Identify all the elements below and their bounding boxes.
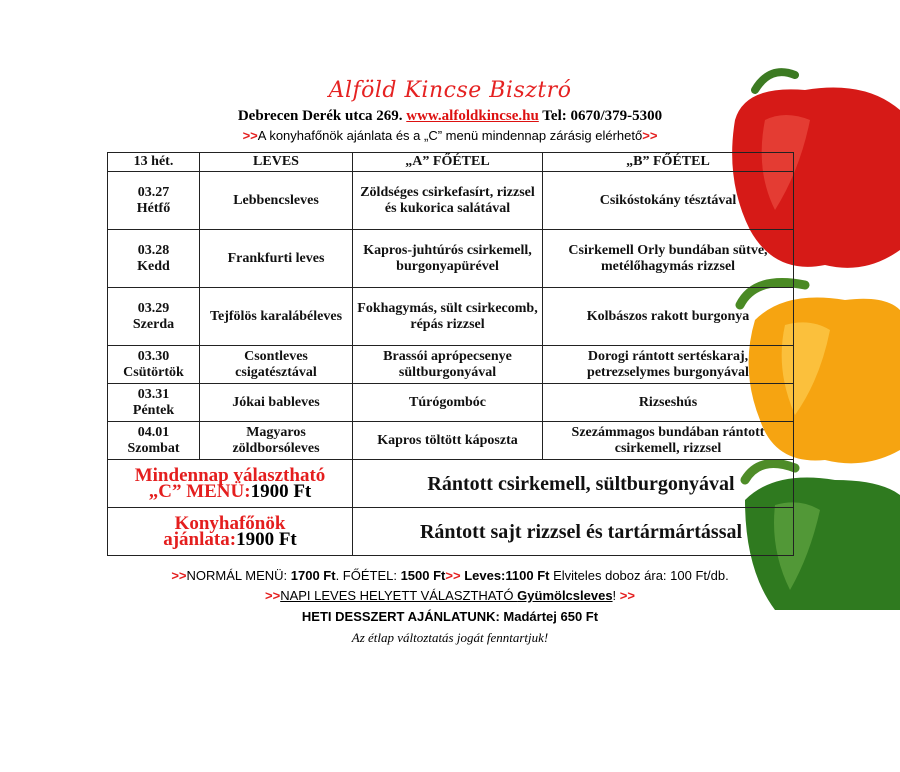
table-row [108,288,794,346]
a-main-cell: Kapros töltött káposzta [353,422,543,460]
restaurant-title: Alföld Kincse Bisztró [328,78,572,103]
weekday: Péntek [132,402,175,418]
contact-line [0,108,900,125]
day-cell [108,346,200,384]
a-main-cell: Brassói aprópecsenye sültburgonyával [353,346,543,384]
date: 03.28 [137,242,170,258]
soup-replacement-line [0,588,900,603]
weekday: Szerda [132,316,175,332]
chef-offer-price: 1900 Ft [236,528,297,550]
b-main-cell: Kolbászos rakott burgonya [543,288,794,346]
header-a-main: „A” FŐÉTEL [353,153,543,172]
date: 03.29 [137,300,170,316]
chef-offer-label [108,508,353,556]
website-link[interactable]: www.alfoldkincse.hu [406,108,539,124]
table-row [108,230,794,288]
header-soup: LEVES [200,153,353,172]
b-main-cell: Rizseshús [543,384,794,422]
arrow: >> [171,568,187,583]
day-cell [108,172,200,230]
weekday: Szombat [127,440,180,456]
c-menu-row [108,460,794,508]
soup-cell: Tejfölös karalábéleves [200,288,353,346]
normal-menu-label: NORMÁL MENÜ: [186,568,291,583]
c-menu-price: 1900 Ft [250,480,312,502]
day-cell [108,422,200,460]
a-main-cell: Fokhagymás, sült csirkecomb, répás rizzsel [353,288,543,346]
box-price: Elviteles doboz ára: 100 Ft/db. [549,568,729,583]
day-cell [108,384,200,422]
c-menu-label-line1: Mindennap választható [134,464,326,486]
date: 04.01 [137,424,170,440]
table-row [108,172,794,230]
a-main-cell: Zöldséges csirkefasírt, rizzsel és kukorica salátával [353,172,543,230]
arrow: >> [445,568,461,583]
b-main-cell: Dorogi rántott sertéskaraj, petrezselymes burgonyával [543,346,794,384]
disclaimer: Az étlap változtatás jogát fenntartjuk! [351,630,549,645]
header-week: 13 hét. [108,153,200,172]
price-line [0,568,900,583]
soup-cell: Frankfurti leves [200,230,353,288]
c-menu-label-line2: „C” MENÜ: [148,480,251,502]
soup-replacement-item: Gyümölcsleves [517,588,613,603]
soup-cell: Csontleves csigatésztával [200,346,353,384]
table-header-row [108,153,794,172]
soup-cell: Jókai bableves [200,384,353,422]
soup-cell: Magyaros zöldborsóleves [200,422,353,460]
chef-label-line2: ajánlata: [163,528,237,550]
soup-cell: Lebbencsleves [200,172,353,230]
soup-price: Leves:1100 Ft [460,568,550,583]
date: 03.30 [137,348,170,364]
b-main-cell: Szezámmagos bundában rántott csirkemell, rizzsel [543,422,794,460]
notice-arrow-right: >> [642,128,658,143]
notice-arrow-left: >> [242,128,258,143]
day-cell [108,288,200,346]
notice-line [0,128,900,143]
table-row [108,346,794,384]
arrow: >> [265,588,281,603]
weekday: Hétfő [136,200,171,216]
main-course-label: . FŐÉTEL: [335,568,401,583]
arrow: >> [619,588,635,603]
day-cell [108,230,200,288]
chef-label-line1: Konyhafőnök [174,512,286,534]
chef-offer-dish: Rántott sajt rizzsel és tartármártással [353,508,794,556]
exclamation: ! [612,588,617,603]
dessert-line: HETI DESSZERT AJÁNLATUNK: Madártej 650 Ft [301,609,599,624]
address: Debrecen Derék utca 269. [237,108,403,124]
weekday: Kedd [137,258,170,274]
table-row [108,384,794,422]
header-b-main: „B” FŐÉTEL [543,153,794,172]
chef-offer-row [108,508,794,556]
c-menu-dish: Rántott csirkemell, sültburgonyával [353,460,794,508]
soup-replacement-text: NAPI LEVES HELYETT VÁLASZTHATÓ [280,588,518,603]
a-main-cell: Túrógombóc [353,384,543,422]
weekly-menu-table [107,152,794,556]
normal-menu-price: 1700 Ft [290,568,336,583]
table-row [108,422,794,460]
main-course-price: 1500 Ft [400,568,446,583]
b-main-cell: Csirkemell Orly bundában sütve, metélőhagymás rizzsel [543,230,794,288]
b-main-cell: Csikóstokány tésztával [543,172,794,230]
c-menu-label [108,460,353,508]
date: 03.27 [137,184,170,200]
notice-text: A konyhafőnök ajánlata és a „C” menü mindennap zárásig elérhető [257,128,643,143]
date: 03.31 [137,386,170,402]
weekday: Csütörtök [123,364,184,380]
phone: Tel: 0670/379-5300 [542,108,663,124]
a-main-cell: Kapros-juhtúrós csirkemell, burgonyapürével [353,230,543,288]
